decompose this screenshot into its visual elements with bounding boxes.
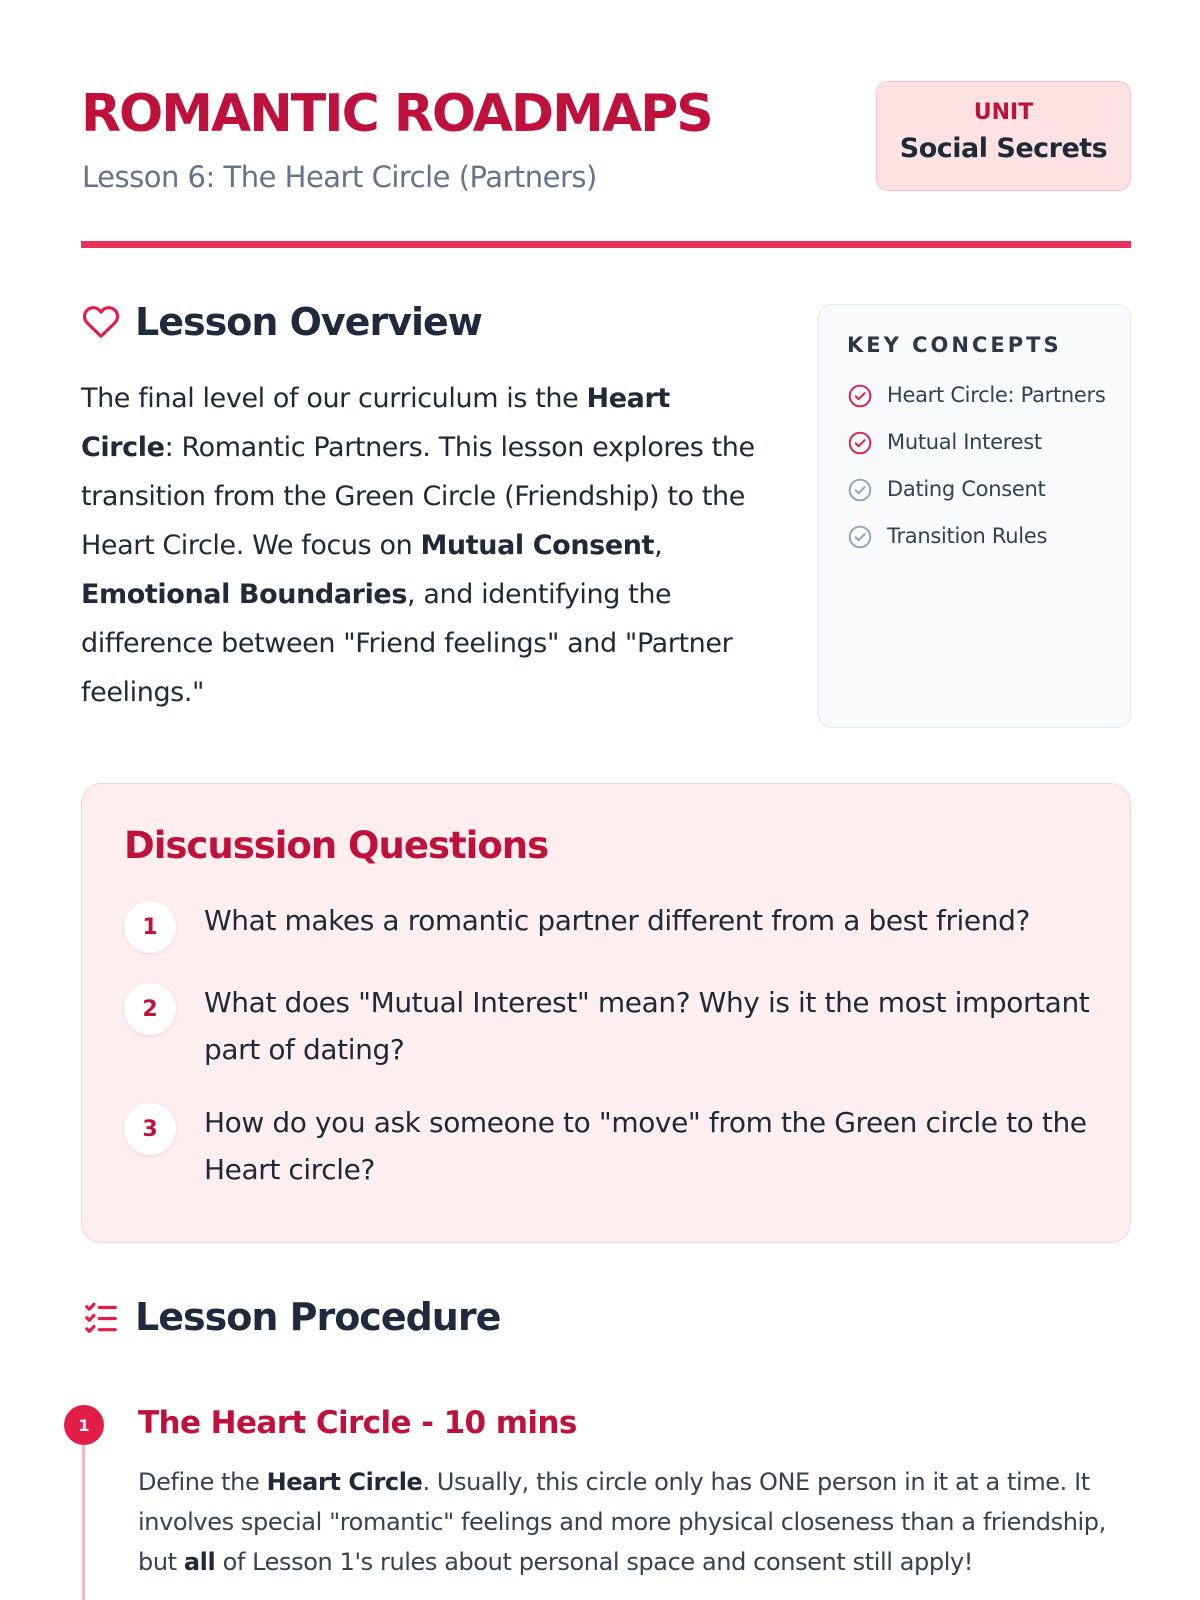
section-title: Lesson Overview <box>135 300 482 344</box>
question-list <box>124 897 1090 1193</box>
text-run: The final level of our curriculum is the <box>81 383 587 414</box>
step-description <box>138 1462 1133 1582</box>
emphasis-text: Mutual Consent <box>420 530 655 561</box>
heart-icon <box>81 302 121 342</box>
text-run: of Lesson 1's rules about personal space and consent still apply! <box>215 1548 974 1576</box>
key-concept-label: Dating Consent <box>887 477 1046 501</box>
emphasis-text: Emotional Boundaries <box>81 579 408 610</box>
key-concept-item <box>847 379 1106 412</box>
step-number-badge: 1 <box>64 1405 104 1445</box>
key-concept-item <box>847 426 1106 459</box>
overview-paragraph <box>81 374 771 717</box>
key-concept-label: Mutual Interest <box>887 430 1042 454</box>
question-item <box>124 979 1090 1073</box>
unit-label: UNIT <box>973 100 1034 125</box>
key-concepts-card <box>818 304 1131 728</box>
text-run: , and identifying the difference between "Friend feelings" and "Partner feelings." <box>81 579 733 708</box>
emphasis-text: Heart Circle <box>266 1468 423 1496</box>
discussion-questions-card <box>81 783 1131 1243</box>
key-concepts-list <box>847 379 1106 553</box>
key-concept-label: Heart Circle: Partners <box>887 383 1106 407</box>
text-run: : Romantic Partners. This lesson explores the transition from the Green Circle (Friendship) to the Heart Circle. We focus on <box>81 432 755 561</box>
lesson-procedure-section <box>81 1295 1131 1339</box>
unit-badge <box>876 81 1131 191</box>
section-title: Lesson Procedure <box>135 1295 501 1339</box>
timeline-line <box>82 1440 85 1600</box>
key-concept-item <box>847 473 1106 506</box>
header-divider <box>81 241 1131 248</box>
page-title: ROMANTIC ROADMAPS <box>81 84 712 144</box>
question-text: How do you ask someone to "move" from the Green circle to the Heart circle? <box>204 1106 1087 1186</box>
question-item <box>124 897 1090 953</box>
question-number-badge: 1 <box>124 901 176 953</box>
step-title: The Heart Circle - 10 mins <box>138 1405 577 1441</box>
text-run: . Usually, this circle only has ONE person in it at a time. It involves special "romantic" feelings and more physical closeness than a friendship, but <box>138 1468 1106 1576</box>
checklist-icon <box>81 1297 121 1337</box>
emphasis-text: all <box>183 1548 216 1576</box>
text-run: , <box>654 530 663 561</box>
emphasis-text: Heart Circle <box>81 383 670 463</box>
page-header <box>81 78 1131 250</box>
text-run: Define the <box>138 1468 267 1496</box>
check-circle-icon <box>847 383 873 409</box>
key-concept-item <box>847 520 1106 553</box>
lesson-overview-heading <box>81 300 781 344</box>
key-concept-label: Transition Rules <box>887 524 1048 548</box>
question-text: What makes a romantic partner different from a best friend? <box>204 904 1030 937</box>
lesson-procedure-heading <box>81 1295 1131 1339</box>
key-concepts-title: KEY CONCEPTS <box>847 333 1062 357</box>
question-number-badge: 3 <box>124 1103 176 1155</box>
check-circle-icon <box>847 477 873 503</box>
question-number-badge: 2 <box>124 983 176 1035</box>
discussion-title: Discussion Questions <box>124 824 549 867</box>
question-text: What does "Mutual Interest" mean? Why is it the most important part of dating? <box>204 986 1090 1066</box>
question-item <box>124 1099 1090 1193</box>
lesson-subtitle: Lesson 6: The Heart Circle (Partners) <box>82 160 597 194</box>
unit-value: Social Secrets <box>899 133 1108 164</box>
check-circle-icon <box>847 430 873 456</box>
check-circle-icon <box>847 524 873 550</box>
lesson-overview-section <box>81 300 781 717</box>
